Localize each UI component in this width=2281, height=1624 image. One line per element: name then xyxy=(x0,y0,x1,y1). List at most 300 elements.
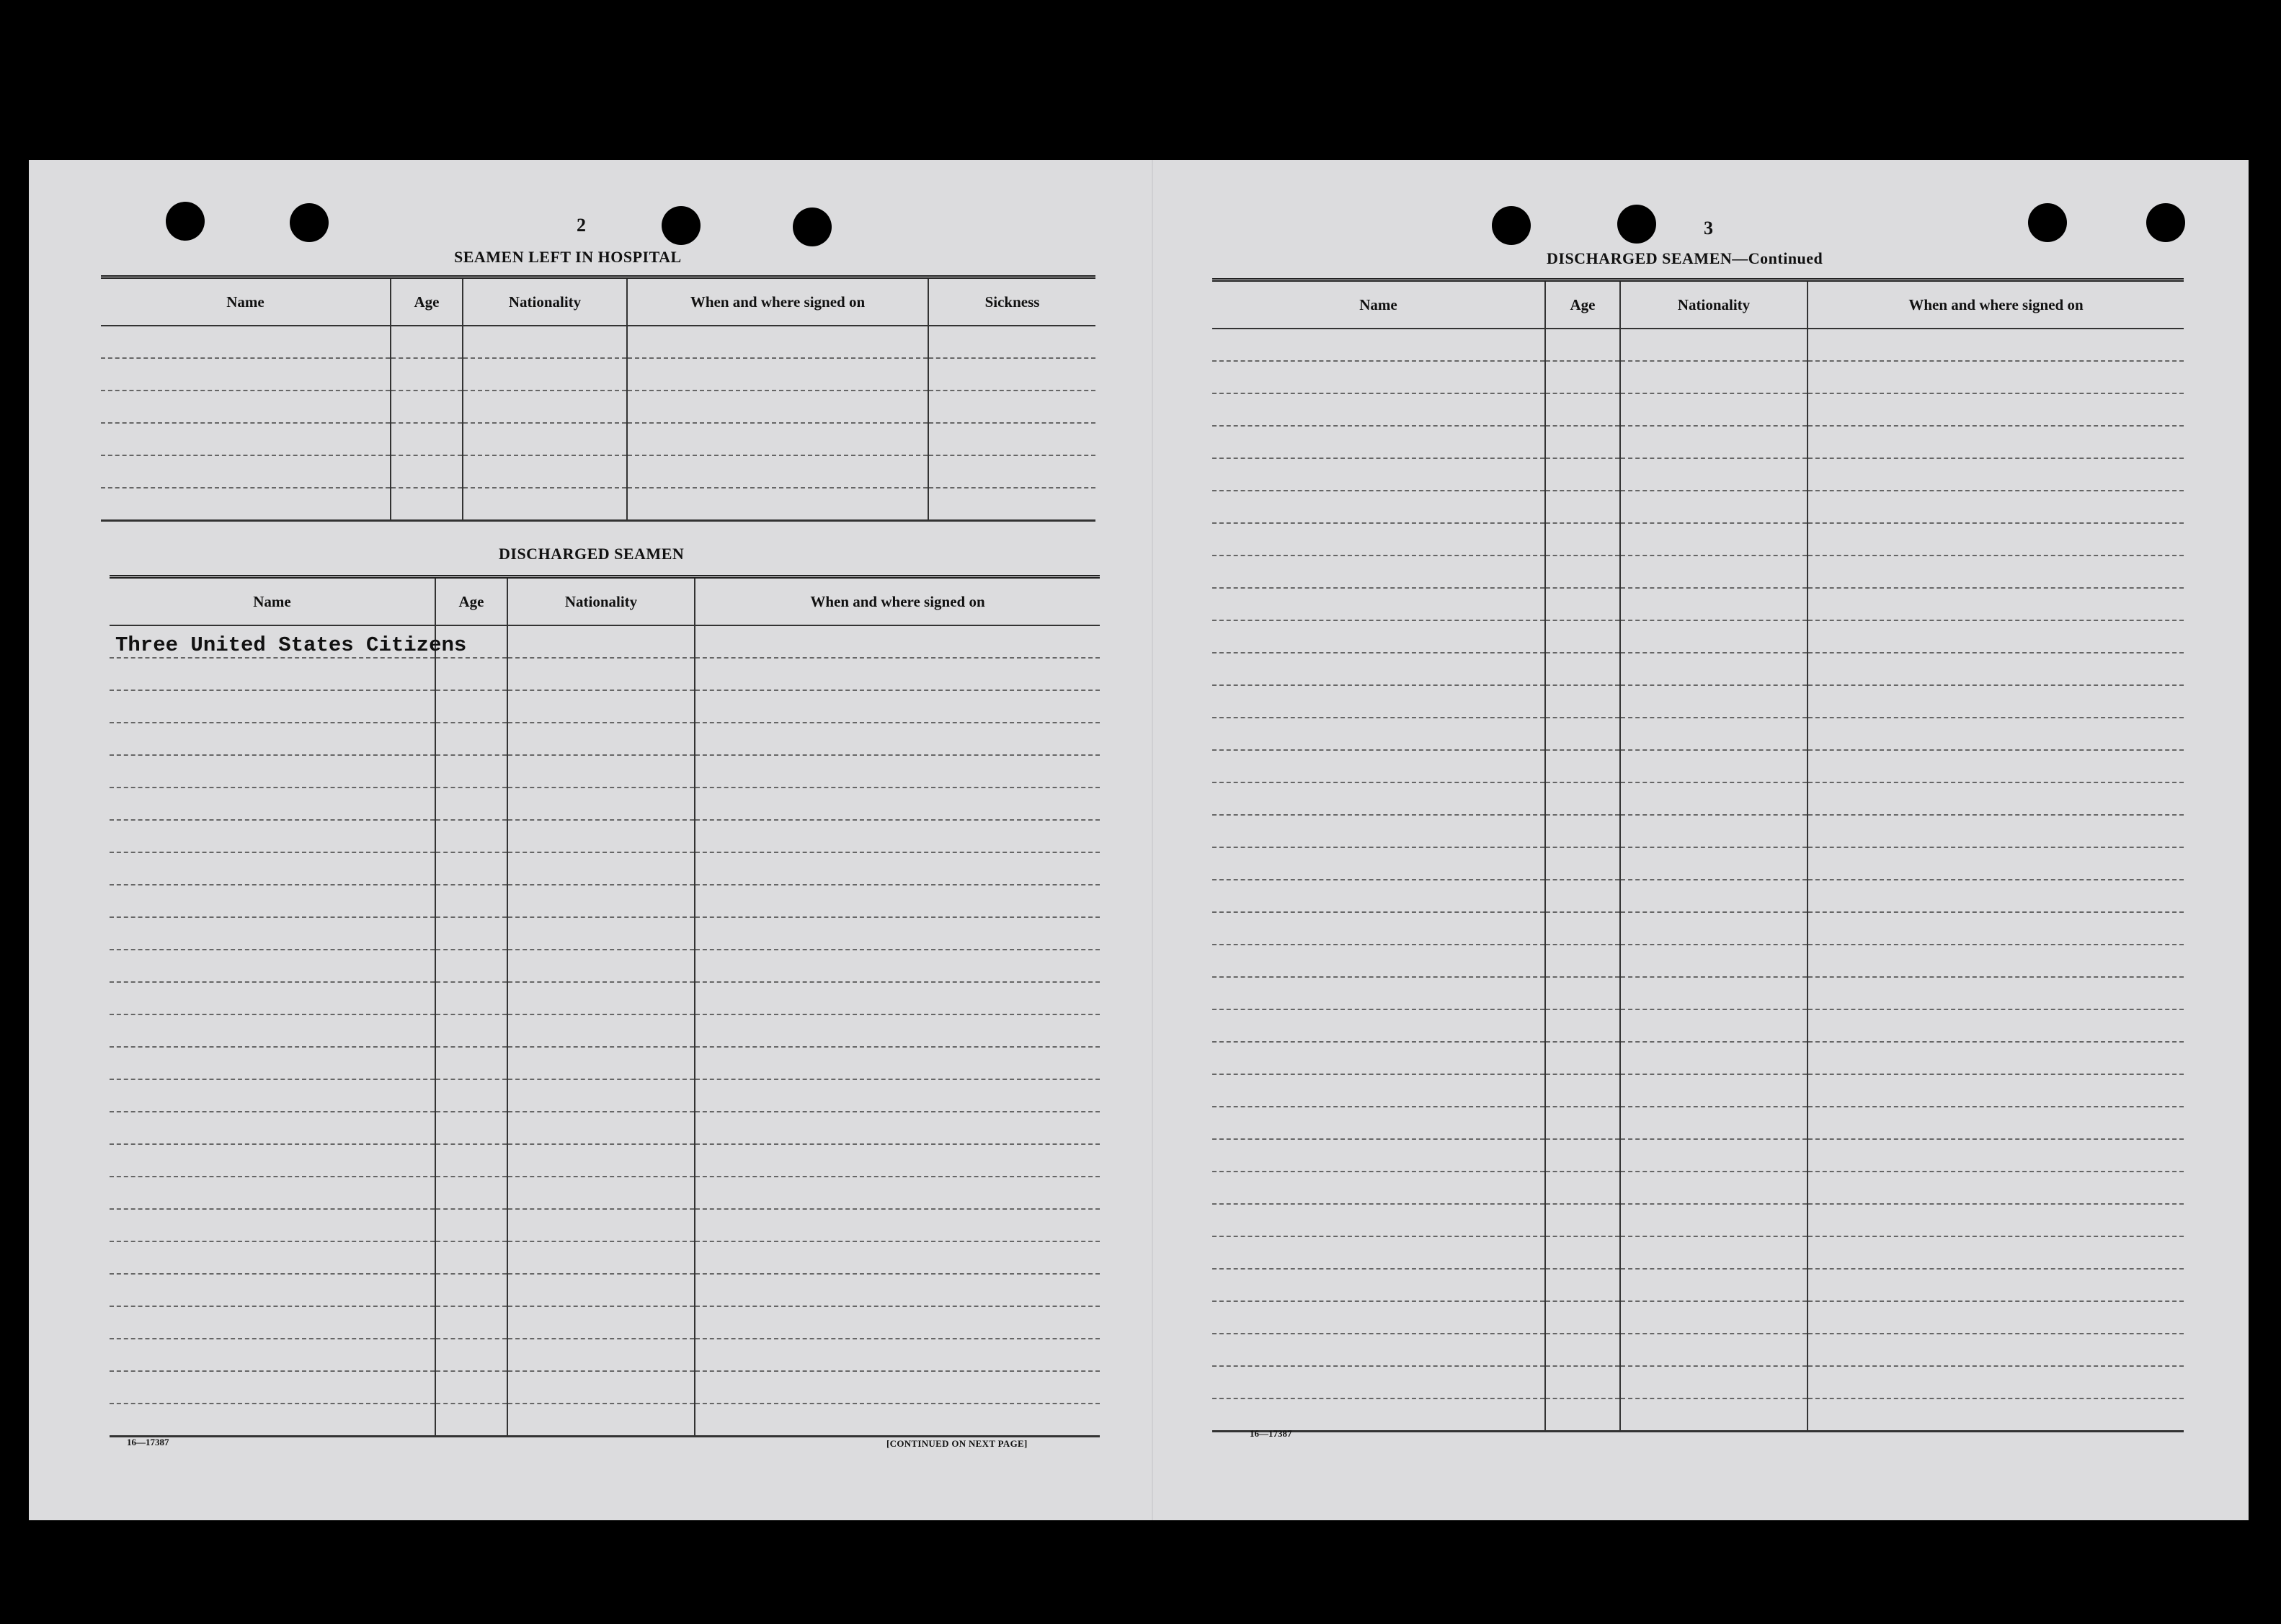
table-cell xyxy=(1808,1301,2184,1334)
table-cell xyxy=(1808,426,2184,458)
table-cell xyxy=(627,391,928,423)
document-sheet xyxy=(29,160,2249,1520)
table-cell xyxy=(1808,750,2184,782)
page-number: 3 xyxy=(1704,218,1713,238)
table-cell xyxy=(1808,393,2184,426)
table-cell xyxy=(1545,1301,1620,1334)
table-row xyxy=(110,658,1100,690)
table-cell xyxy=(1808,718,2184,750)
table-cell xyxy=(695,1274,1100,1306)
table-row xyxy=(110,723,1100,755)
punch-hole xyxy=(290,203,329,242)
table-cell xyxy=(507,1274,695,1306)
table-cell xyxy=(1808,329,2184,361)
table-cell xyxy=(507,1014,695,1047)
table-cell xyxy=(695,1209,1100,1241)
table-cell xyxy=(1808,1398,2184,1432)
table-cell xyxy=(695,1371,1100,1404)
column-header-age: Age xyxy=(391,277,463,326)
table-row xyxy=(110,1014,1100,1047)
table-cell xyxy=(695,1339,1100,1371)
table-row xyxy=(1212,491,2184,523)
table-cell xyxy=(110,1112,435,1144)
discharged-section-title: DISCHARGED SEAMEN xyxy=(499,545,685,563)
table-cell xyxy=(1545,1334,1620,1366)
table-cell xyxy=(1808,491,2184,523)
table-cell xyxy=(695,1404,1100,1437)
table-row xyxy=(110,1404,1100,1437)
page-number: 2 xyxy=(577,215,586,236)
table-cell xyxy=(695,1014,1100,1047)
table-row xyxy=(1212,1269,2184,1301)
table-cell xyxy=(1808,556,2184,588)
table-cell xyxy=(110,820,435,852)
table-cell xyxy=(110,1209,435,1241)
table-cell xyxy=(507,1371,695,1404)
table-cell xyxy=(507,723,695,755)
table-cell xyxy=(1808,1042,2184,1074)
table-row xyxy=(1212,523,2184,556)
table-cell xyxy=(507,1112,695,1144)
table-cell xyxy=(1808,1172,2184,1204)
table-cell xyxy=(507,1079,695,1112)
table-row xyxy=(1212,750,2184,782)
table-cell xyxy=(695,1112,1100,1144)
table-cell xyxy=(435,852,507,885)
table-row xyxy=(110,917,1100,950)
table-row xyxy=(110,1112,1100,1144)
table-cell xyxy=(1545,685,1620,718)
table-cell xyxy=(928,423,1095,455)
table-cell xyxy=(1808,847,2184,880)
table-cell xyxy=(101,358,391,391)
table-cell xyxy=(1545,1172,1620,1204)
table-cell xyxy=(1808,977,2184,1009)
table-cell xyxy=(1545,815,1620,847)
table-row xyxy=(1212,1042,2184,1074)
table-cell xyxy=(695,852,1100,885)
table-cell xyxy=(1808,1139,2184,1172)
table-cell xyxy=(1620,685,1808,718)
punch-hole xyxy=(1492,206,1531,245)
table-cell xyxy=(463,358,627,391)
table-cell xyxy=(1620,1366,1808,1398)
table-cell xyxy=(1808,685,2184,718)
table-cell xyxy=(1545,523,1620,556)
table-cell xyxy=(1808,1334,2184,1366)
table-row xyxy=(110,885,1100,917)
table-cell xyxy=(1620,1172,1808,1204)
table-row xyxy=(1212,1172,2184,1204)
table-row xyxy=(1212,1334,2184,1366)
column-header-nationality: Nationality xyxy=(463,277,627,326)
table-cell xyxy=(1545,1398,1620,1432)
table-row xyxy=(1212,361,2184,393)
table-cell xyxy=(1212,718,1545,750)
table-cell xyxy=(391,358,463,391)
table-cell xyxy=(1212,1301,1545,1334)
table-cell xyxy=(110,723,435,755)
table-row xyxy=(1212,329,2184,361)
table-row xyxy=(1212,1366,2184,1398)
table-cell xyxy=(110,788,435,820)
table-cell xyxy=(1212,588,1545,620)
table-cell xyxy=(1620,750,1808,782)
table-row xyxy=(1212,685,2184,718)
table-row xyxy=(110,1339,1100,1371)
table-cell xyxy=(1808,782,2184,815)
table-row xyxy=(1212,815,2184,847)
table-cell xyxy=(1808,1009,2184,1042)
table-cell xyxy=(435,1274,507,1306)
column-header-signed-on: When and where signed on xyxy=(695,577,1100,626)
table-cell xyxy=(507,852,695,885)
table-cell xyxy=(695,658,1100,690)
table-cell xyxy=(435,917,507,950)
table-cell xyxy=(110,1306,435,1339)
table-cell xyxy=(1620,782,1808,815)
column-header-sickness: Sickness xyxy=(928,277,1095,326)
table-row xyxy=(110,982,1100,1014)
table-cell xyxy=(507,1047,695,1079)
table-cell xyxy=(1620,815,1808,847)
table-row xyxy=(1212,1074,2184,1107)
table-row xyxy=(110,755,1100,788)
table-cell xyxy=(695,885,1100,917)
table-cell xyxy=(507,1177,695,1209)
table-cell xyxy=(1212,1042,1545,1074)
table-row xyxy=(1212,912,2184,945)
table-cell xyxy=(1545,1074,1620,1107)
table-cell xyxy=(1808,361,2184,393)
table-row xyxy=(110,788,1100,820)
table-cell xyxy=(1545,1366,1620,1398)
table-cell xyxy=(463,488,627,521)
table-cell xyxy=(1620,1334,1808,1366)
table-row xyxy=(1212,1301,2184,1334)
table-row xyxy=(1212,620,2184,653)
table-cell xyxy=(507,690,695,723)
table-cell xyxy=(1212,361,1545,393)
form-code: 16—17387 xyxy=(127,1437,169,1447)
table-cell xyxy=(435,658,507,690)
table-cell xyxy=(110,1339,435,1371)
table-cell xyxy=(391,455,463,488)
table-row xyxy=(1212,426,2184,458)
table-cell xyxy=(435,1177,507,1209)
table-cell xyxy=(1212,653,1545,685)
discharged-continued-table-body xyxy=(1212,329,2184,1432)
table-cell xyxy=(1212,815,1545,847)
table-cell xyxy=(627,423,928,455)
table-cell xyxy=(1545,945,1620,977)
table-cell xyxy=(110,625,467,658)
table-cell xyxy=(110,1014,435,1047)
table-cell xyxy=(507,950,695,982)
table-row xyxy=(101,455,1095,488)
table-cell xyxy=(435,950,507,982)
table-cell xyxy=(1808,523,2184,556)
table-cell xyxy=(101,391,391,423)
table-cell xyxy=(1212,1009,1545,1042)
table-cell xyxy=(1620,1009,1808,1042)
table-cell xyxy=(1808,1107,2184,1139)
table-cell xyxy=(1545,1009,1620,1042)
table-cell xyxy=(435,1339,507,1371)
table-cell xyxy=(507,625,695,658)
punch-hole xyxy=(166,202,205,241)
table-cell xyxy=(463,455,627,488)
table-cell xyxy=(1620,523,1808,556)
table-cell xyxy=(110,1047,435,1079)
table-cell xyxy=(507,1241,695,1274)
table-cell xyxy=(110,690,435,723)
table-cell xyxy=(1212,1334,1545,1366)
table-cell xyxy=(110,1144,435,1177)
table-cell xyxy=(1212,1139,1545,1172)
table-cell xyxy=(1212,685,1545,718)
table-cell xyxy=(435,1404,507,1437)
table-cell xyxy=(1545,491,1620,523)
table-cell xyxy=(101,423,391,455)
table-cell xyxy=(1212,945,1545,977)
table-cell xyxy=(695,625,1100,658)
table-cell xyxy=(110,1079,435,1112)
table-cell xyxy=(435,1241,507,1274)
table-row xyxy=(110,1209,1100,1241)
table-row xyxy=(110,625,1100,658)
table-cell xyxy=(1620,1074,1808,1107)
table-cell xyxy=(110,755,435,788)
table-cell xyxy=(1620,1236,1808,1269)
table-cell xyxy=(1808,653,2184,685)
punch-hole xyxy=(793,208,832,246)
table-cell xyxy=(1212,1107,1545,1139)
table-row xyxy=(110,950,1100,982)
table-cell xyxy=(1620,1107,1808,1139)
table-cell xyxy=(1212,1269,1545,1301)
table-cell xyxy=(695,788,1100,820)
table-cell xyxy=(1545,977,1620,1009)
table-cell xyxy=(1808,1074,2184,1107)
table-cell xyxy=(695,982,1100,1014)
table-cell xyxy=(1620,1042,1808,1074)
table-cell xyxy=(463,326,627,358)
table-cell xyxy=(435,755,507,788)
table-cell xyxy=(507,755,695,788)
table-cell xyxy=(110,917,435,950)
table-row xyxy=(110,1047,1100,1079)
table-cell xyxy=(695,820,1100,852)
table-cell xyxy=(507,1306,695,1339)
table-cell xyxy=(1212,620,1545,653)
left-page xyxy=(29,160,1153,1520)
column-header-name: Name xyxy=(110,577,435,626)
table-row xyxy=(1212,782,2184,815)
table-row xyxy=(1212,977,2184,1009)
table-cell xyxy=(928,488,1095,521)
table-cell xyxy=(1212,847,1545,880)
table-cell xyxy=(435,820,507,852)
table-cell xyxy=(435,1306,507,1339)
table-row xyxy=(110,820,1100,852)
table-cell xyxy=(507,788,695,820)
table-cell xyxy=(1212,782,1545,815)
table-cell xyxy=(110,950,435,982)
hospital-section-title: SEAMEN LEFT IN HOSPITAL xyxy=(454,248,682,266)
table-cell xyxy=(1545,750,1620,782)
table-cell xyxy=(1212,750,1545,782)
table-cell xyxy=(1620,393,1808,426)
table-cell xyxy=(110,1404,435,1437)
column-header-signed-on: When and where signed on xyxy=(627,277,928,326)
table-cell xyxy=(928,326,1095,358)
right-page xyxy=(1153,160,2249,1520)
table-cell xyxy=(627,455,928,488)
table-cell xyxy=(1545,1204,1620,1236)
table-row xyxy=(110,1144,1100,1177)
table-cell xyxy=(110,1241,435,1274)
table-row xyxy=(1212,653,2184,685)
table-cell xyxy=(1545,718,1620,750)
table-cell xyxy=(435,788,507,820)
table-cell xyxy=(507,1339,695,1371)
table-cell xyxy=(627,326,928,358)
column-header-name: Name xyxy=(1212,280,1545,329)
table-cell xyxy=(1545,1269,1620,1301)
table-cell xyxy=(110,1177,435,1209)
table-cell xyxy=(1545,1236,1620,1269)
table-cell xyxy=(1545,361,1620,393)
table-cell xyxy=(627,358,928,391)
table-cell xyxy=(1620,1301,1808,1334)
column-header-nationality: Nationality xyxy=(1620,280,1808,329)
column-header-age: Age xyxy=(1545,280,1620,329)
table-cell xyxy=(695,1079,1100,1112)
punch-hole xyxy=(2146,203,2185,242)
table-cell xyxy=(435,885,507,917)
table-cell xyxy=(435,1144,507,1177)
table-cell xyxy=(391,423,463,455)
table-row xyxy=(1212,1204,2184,1236)
table-cell xyxy=(507,820,695,852)
form-code: 16—17387 xyxy=(1250,1428,1292,1439)
table-cell xyxy=(435,1371,507,1404)
table-cell xyxy=(928,391,1095,423)
table-cell xyxy=(1808,620,2184,653)
table-cell xyxy=(695,1306,1100,1339)
table-cell xyxy=(110,982,435,1014)
table-cell xyxy=(507,658,695,690)
table-cell xyxy=(1212,491,1545,523)
table-row xyxy=(1212,1009,2184,1042)
table-cell xyxy=(507,1404,695,1437)
punch-hole xyxy=(662,206,701,245)
table-cell xyxy=(507,1144,695,1177)
table-cell xyxy=(1212,912,1545,945)
table-cell xyxy=(695,1047,1100,1079)
table-cell xyxy=(1620,361,1808,393)
table-row xyxy=(1212,1236,2184,1269)
table-cell xyxy=(1545,912,1620,945)
punch-hole xyxy=(1617,205,1656,244)
table-cell xyxy=(1545,880,1620,912)
table-row xyxy=(110,1274,1100,1306)
table-cell xyxy=(1212,1366,1545,1398)
table-cell xyxy=(1545,1042,1620,1074)
table-cell xyxy=(507,885,695,917)
table-cell xyxy=(1620,718,1808,750)
table-cell xyxy=(110,1274,435,1306)
typed-entry: Three United States Citizens xyxy=(115,633,467,657)
table-row xyxy=(101,326,1095,358)
table-cell xyxy=(110,852,435,885)
table-row xyxy=(1212,1139,2184,1172)
table-cell xyxy=(435,690,507,723)
table-cell xyxy=(1808,1269,2184,1301)
table-cell xyxy=(1212,393,1545,426)
table-row xyxy=(101,391,1095,423)
table-cell xyxy=(1545,847,1620,880)
table-cell xyxy=(1212,426,1545,458)
table-cell xyxy=(1212,458,1545,491)
continued-note: [CONTINUED ON NEXT PAGE] xyxy=(886,1438,1028,1449)
table-cell xyxy=(1545,1139,1620,1172)
table-cell xyxy=(1620,458,1808,491)
table-cell xyxy=(463,391,627,423)
table-cell xyxy=(1808,1366,2184,1398)
table-cell xyxy=(1212,1236,1545,1269)
table-row xyxy=(101,423,1095,455)
table-row xyxy=(110,1371,1100,1404)
table-cell xyxy=(391,326,463,358)
table-cell xyxy=(1545,1107,1620,1139)
table-cell xyxy=(1808,912,2184,945)
table-cell xyxy=(1620,945,1808,977)
table-cell xyxy=(695,723,1100,755)
table-cell xyxy=(1212,977,1545,1009)
hospital-table xyxy=(101,275,1095,522)
table-cell xyxy=(435,1112,507,1144)
table-cell xyxy=(1545,782,1620,815)
column-header-age: Age xyxy=(435,577,507,626)
table-cell xyxy=(110,658,435,690)
discharged-continued-table xyxy=(1212,278,2184,1432)
table-cell xyxy=(1212,556,1545,588)
table-cell xyxy=(435,1014,507,1047)
table-cell xyxy=(507,1209,695,1241)
table-cell xyxy=(1545,653,1620,685)
table-cell xyxy=(1808,945,2184,977)
table-cell xyxy=(1808,815,2184,847)
table-cell xyxy=(695,755,1100,788)
column-header-nationality: Nationality xyxy=(507,577,695,626)
table-cell xyxy=(1545,556,1620,588)
table-row xyxy=(1212,880,2184,912)
table-row xyxy=(110,1177,1100,1209)
table-cell xyxy=(695,1241,1100,1274)
table-cell xyxy=(695,690,1100,723)
table-cell xyxy=(1545,426,1620,458)
table-cell xyxy=(1808,458,2184,491)
table-cell xyxy=(435,1209,507,1241)
table-cell xyxy=(1620,912,1808,945)
table-cell xyxy=(507,982,695,1014)
table-row xyxy=(101,358,1095,391)
table-cell xyxy=(1545,620,1620,653)
table-cell xyxy=(928,358,1095,391)
column-header-name: Name xyxy=(101,277,391,326)
